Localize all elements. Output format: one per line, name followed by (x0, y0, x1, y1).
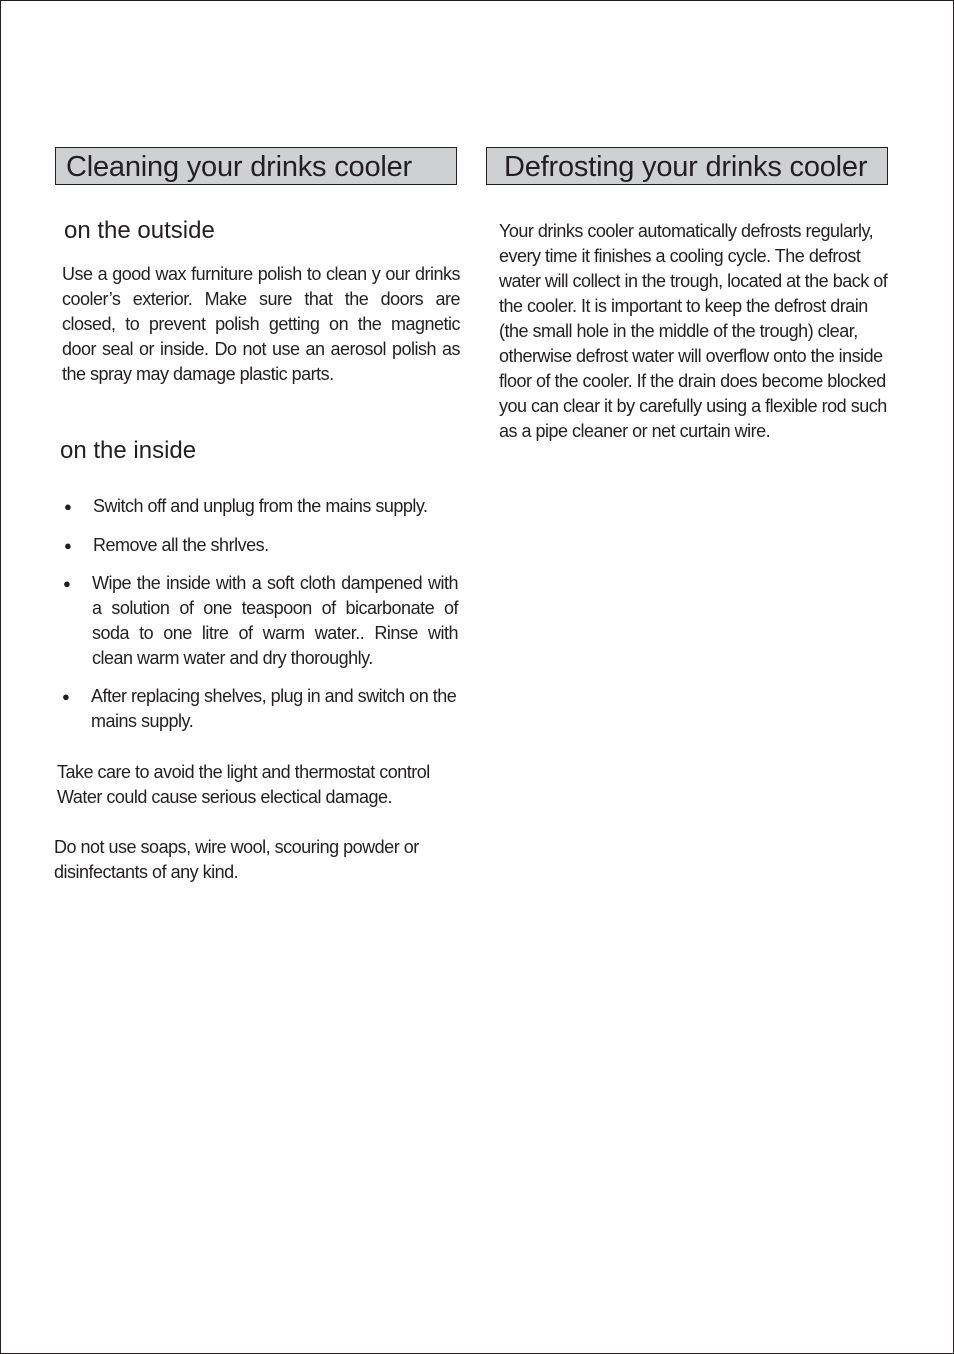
inside-step-text: Switch off and unplug from the mains supply. (93, 496, 428, 516)
bullet-icon: ● (64, 538, 72, 553)
bullet-icon: ● (64, 499, 72, 514)
inside-step-item (63, 571, 458, 671)
inside-step-item (62, 684, 463, 734)
bullet-icon: ● (62, 689, 70, 704)
bullet-icon: ● (63, 576, 71, 591)
inside-step-item (64, 494, 463, 519)
inside-step-text: Remove all the shrlves. (93, 535, 269, 555)
defrosting-paragraph: Your drinks cooler automatically defrosts regularly, every time it finishes a cooling cycle. The defrost water will collect in the trough, located at the back of the cooler. It is important to keep the defrost drain (the small hole in the middle of the trough) clear, otherwise defrost water will overflow onto the inside floor of the cooler. If the drain does become blocked you can clear it by carefully using a flexible rod such as a pipe cleaner or net curtain wire. (499, 221, 888, 441)
defrosting-section-header: Defrosting your drinks cooler (486, 147, 888, 185)
inside-step-text: After replacing shelves, plug in and switch on the mains supply. (91, 686, 457, 731)
inside-subheading: on the inside (60, 437, 197, 464)
outside-subheading: on the outside (64, 217, 215, 244)
inside-step-item (64, 533, 463, 558)
cleaning-section-header: Cleaning your drinks cooler (55, 147, 457, 185)
electrical-care-note: Take care to avoid the light and thermostat control Water could cause serious electical damage. (57, 762, 430, 807)
outside-cleaning-paragraph: Use a good wax furniture polish to clean y our drinks cooler’s exterior. Make sure that the doors are closed, to prevent polish getting on the magnetic door seal or inside. Do not use an aerosol polish as the spray may damage plastic parts. (62, 264, 460, 384)
no-soaps-note: Do not use soaps, wire wool, scouring powder or disinfectants of any kind. (54, 837, 419, 882)
inside-step-text: Wipe the inside with a soft cloth dampened with a solution of one teaspoon of bicarbonate of soda to one litre of warm water.. Rinse with clean warm water and dry thoroughly. (92, 573, 458, 668)
